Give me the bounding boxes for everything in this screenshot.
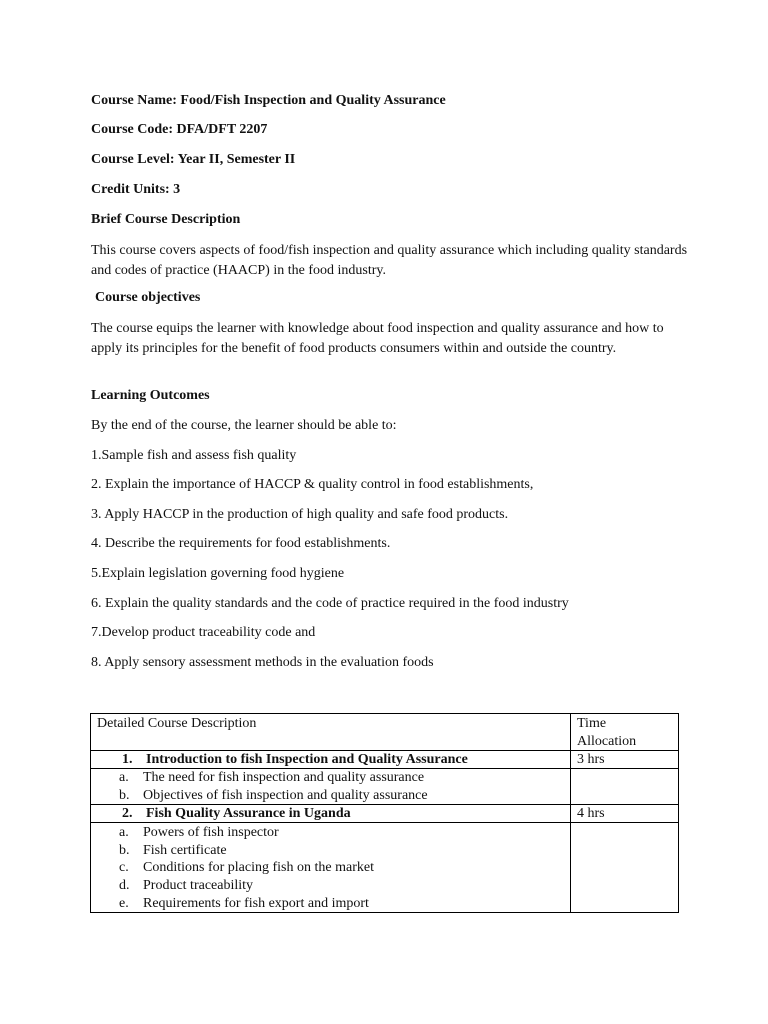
- list-item: [119, 824, 279, 842]
- list-item-letter: a.: [119, 825, 129, 840]
- outcome-item: 1.Sample fish and assess fish quality: [91, 448, 297, 463]
- list-item-text: Objectives of fish inspection and quality assurance: [143, 788, 428, 803]
- section-title: [122, 751, 468, 769]
- list-item: [119, 877, 253, 895]
- list-item-text: Product traceability: [143, 878, 254, 893]
- outcomes-intro: By the end of the course, the learner should be able to:: [91, 418, 397, 433]
- section-time: 3 hrs: [577, 752, 605, 767]
- course-description-table: [90, 713, 679, 913]
- section-title-text: Fish Quality Assurance in Uganda: [146, 806, 351, 821]
- table-border-right: [678, 713, 679, 913]
- list-item-letter: b.: [119, 843, 130, 858]
- table-header-description: Detailed Course Description: [97, 716, 257, 731]
- section-number: 2.: [122, 806, 133, 821]
- list-item-letter: b.: [119, 788, 130, 803]
- section-title: [122, 805, 351, 823]
- section-time: 4 hrs: [577, 806, 605, 821]
- list-item-text: Powers of fish inspector: [143, 825, 279, 840]
- list-item-letter: d.: [119, 878, 130, 893]
- course-level: Course Level: Year II, Semester II: [91, 152, 296, 167]
- list-item: [119, 769, 424, 787]
- list-item-text: Fish certificate: [143, 843, 227, 858]
- outcome-item: 5.Explain legislation governing food hygiene: [91, 566, 345, 581]
- list-item-text: Conditions for placing fish on the market: [143, 860, 374, 875]
- credit-units: Credit Units: 3: [91, 182, 181, 197]
- list-item-text: The need for fish inspection and quality assurance: [143, 770, 425, 785]
- outcome-item: 6. Explain the quality standards and the code of practice required in the food industry: [91, 596, 569, 611]
- section-title-text: Introduction to fish Inspection and Quality Assurance: [146, 752, 468, 767]
- course-name: Course Name: Food/Fish Inspection and Quality Assurance: [91, 93, 446, 108]
- outcome-item: 7.Develop product traceability code and: [91, 625, 316, 640]
- table-column-divider: [570, 713, 571, 913]
- outcome-item: 8. Apply sensory assessment methods in the evaluation foods: [91, 655, 434, 670]
- list-item: [119, 787, 428, 805]
- outcome-item: 2. Explain the importance of HACCP & quality control in food establishments,: [91, 477, 534, 492]
- table-border-left: [90, 713, 91, 913]
- list-item-text: Requirements for fish export and import: [143, 896, 369, 911]
- objectives-heading: Course objectives: [95, 290, 201, 305]
- list-item: [119, 859, 374, 877]
- table-border-top: [90, 713, 679, 714]
- description-heading: Brief Course Description: [91, 212, 241, 227]
- list-item: [119, 842, 227, 860]
- outcomes-heading: Learning Outcomes: [91, 388, 210, 403]
- table-header-time: Time: [577, 716, 607, 731]
- list-item-letter: e.: [119, 896, 129, 911]
- list-item-letter: a.: [119, 770, 129, 785]
- description-text: This course covers aspects of food/fish inspection and quality assurance which including quality standards and codes of practice (HAACP) in the food industry.: [91, 243, 688, 278]
- table-header-allocation: Allocation: [577, 734, 637, 749]
- outcome-item: 4. Describe the requirements for food establishments.: [91, 536, 391, 551]
- outcome-item: 3. Apply HACCP in the production of high quality and safe food products.: [91, 507, 509, 522]
- list-item-letter: c.: [119, 860, 129, 875]
- course-code: Course Code: DFA/DFT 2207: [91, 122, 268, 137]
- list-item: [119, 895, 369, 913]
- section-number: 1.: [122, 752, 133, 767]
- objectives-text: The course equips the learner with knowledge about food inspection and quality assurance and how to apply its principles for the benefit of food products consumers within and outside the country.: [91, 321, 664, 356]
